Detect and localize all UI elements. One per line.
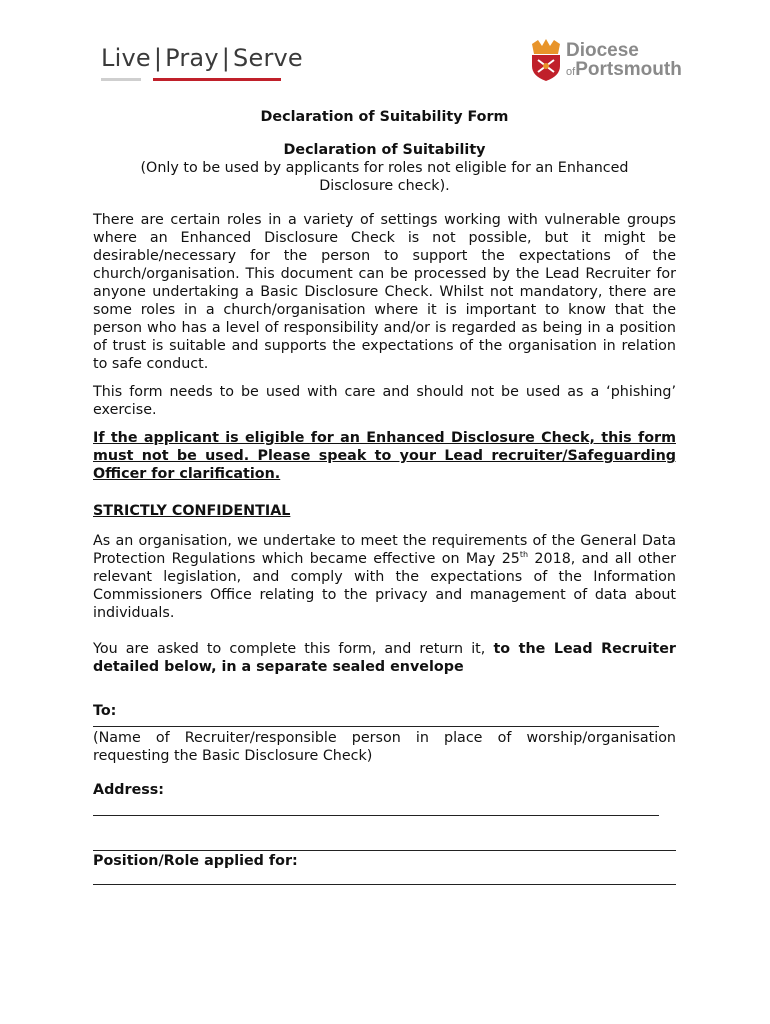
position-label: Position/Role applied for: bbox=[93, 853, 298, 869]
logo-of-text: of bbox=[566, 66, 576, 78]
gdpr-superscript: th bbox=[519, 550, 529, 560]
document-body bbox=[93, 108, 676, 885]
address-input-line[interactable] bbox=[93, 815, 659, 816]
tagline-logo bbox=[101, 44, 303, 72]
tagline-live: Live bbox=[101, 44, 151, 72]
gdpr-text-2: 2018, and all other relevant legislation, and comply with the expectations of the Information Commissioners Office relating to the privacy and management of data about individuals. bbox=[93, 551, 676, 621]
gdpr-paragraph bbox=[93, 532, 676, 622]
gdpr-text-1: As an organisation, we undertake to meet the requirements of the General Data Protection Regulations which became effective on May 25 bbox=[93, 533, 676, 567]
tagline-separator: | bbox=[153, 44, 163, 72]
logo-diocese-text: Diocese bbox=[566, 40, 639, 61]
to-label: To: bbox=[93, 703, 117, 719]
form-title: Declaration of Suitability Form bbox=[260, 109, 509, 125]
enhanced-check-warning: If the applicant is eligible for an Enhanced Disclosure Check, this form must not be used. Please speak to your Lead recruiter/Safeguarding Officer for clarification. bbox=[93, 430, 676, 482]
confidential-heading: STRICTLY CONFIDENTIAL bbox=[93, 503, 291, 519]
diocese-crest-icon bbox=[528, 38, 564, 82]
care-note: This form needs to be used with care and should not be used as a ‘phishing’ exercise. bbox=[93, 384, 676, 418]
address-label: Address: bbox=[93, 782, 165, 798]
return-text-plain: You are asked to complete this form, and return it, bbox=[93, 641, 494, 657]
subtitle: Declaration of Suitability bbox=[283, 142, 486, 158]
tagline-pray: Pray bbox=[165, 44, 219, 72]
diocese-logo bbox=[528, 38, 688, 82]
position-input-line[interactable] bbox=[93, 884, 676, 885]
return-instructions bbox=[93, 640, 676, 676]
logo-portsmouth-text bbox=[566, 59, 682, 81]
logo-portsmouth-word: Portsmouth bbox=[575, 59, 682, 80]
address-input-line-2[interactable] bbox=[93, 850, 676, 851]
return-text-bold: to the Lead Recruiter detailed below, in a separate sealed envelope bbox=[93, 641, 676, 675]
intro-paragraph: There are certain roles in a variety of settings working with vulnerable groups where an Enhanced Disclosure Check is not possible, but it might be desirable/necessary for the person to support the expectations of the church/organisation. This document can be processed by the Lead Recruiter for anyone undertaking a Basic Disclosure Check. Whilst not mandatory, there are some roles in a church/organisation where it is important to know that the person who has a level of responsibility and/or is regarded as being in a position of trust is suitable and supports the expectations of the organisation in relation to safe conduct. bbox=[93, 212, 676, 372]
subtitle-note: (Only to be used by applicants for roles not eligible for an Enhanced Disclosure check). bbox=[140, 160, 629, 194]
tagline-underline-grey bbox=[101, 78, 141, 81]
tagline-underline-red bbox=[153, 78, 281, 81]
to-input-line[interactable] bbox=[93, 726, 659, 727]
tagline-separator: | bbox=[221, 44, 231, 72]
recruiter-note: (Name of Recruiter/responsible person in place of worship/organisation requesting the Basic Disclosure Check) bbox=[93, 730, 676, 764]
tagline-serve: Serve bbox=[233, 44, 303, 72]
